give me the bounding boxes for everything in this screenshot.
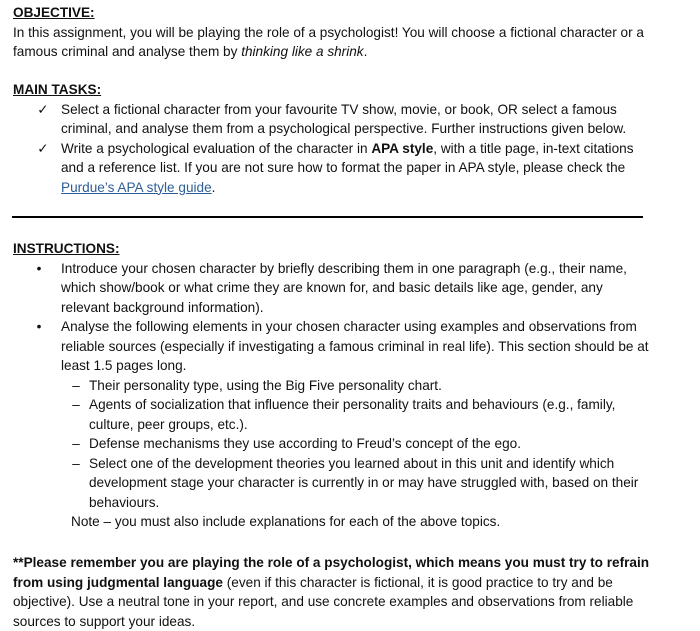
main-tasks-section bbox=[13, 80, 650, 197]
main-task-item-2 bbox=[13, 139, 650, 198]
objective-text-emphasis: thinking like a shrink bbox=[241, 44, 364, 59]
sub-item-text-3: Defense mechanisms they use according to Freud’s concept of the ego. bbox=[89, 436, 521, 451]
main-task-2-part-c: . bbox=[211, 179, 216, 195]
main-task-text-1: Select a fictional character from your favourite TV show, movie, or book, OR select a famous criminal, and analyse them from a psychological perspective. Further instructions given below. bbox=[61, 101, 627, 136]
main-task-2-bold: APA style bbox=[371, 140, 434, 156]
instruction-text-1: Introduce your chosen character by briefly describing them in one paragraph (e.g., their name, which show/book or what crime they are known for, and basic details like age, gender, any relevant background information). bbox=[61, 260, 627, 315]
sub-item-3 bbox=[13, 434, 650, 454]
purdue-apa-link[interactable]: Purdue’s APA style guide bbox=[61, 179, 212, 195]
dash-icon: – bbox=[72, 436, 80, 451]
objective-section bbox=[13, 3, 650, 62]
main-task-item-1 bbox=[13, 100, 650, 139]
sub-item-4 bbox=[13, 454, 650, 513]
objective-heading: OBJECTIVE: bbox=[13, 5, 95, 20]
main-task-text-2 bbox=[61, 139, 650, 198]
section-divider bbox=[12, 216, 643, 218]
sub-item-text-4: Select one of the development theories you learned about in this unit and identify which development stage your character is currently in or may have struggled with, based on their behaviours. bbox=[89, 455, 639, 510]
checkmark-icon: ✓ bbox=[37, 140, 49, 156]
main-task-2-part-a: Write a psychological evaluation of the character in bbox=[61, 140, 372, 156]
instruction-item-1 bbox=[13, 259, 650, 318]
instruction-item-2 bbox=[13, 317, 650, 376]
sub-item-text-2: Agents of socialization that influence their personality traits and behaviours (e.g., family, culture, peer groups, etc.). bbox=[89, 397, 616, 432]
instructions-note: Note – you must also include explanations for each of the above topics. bbox=[71, 514, 501, 529]
instructions-heading: INSTRUCTIONS: bbox=[13, 241, 120, 256]
instruction-text-2: Analyse the following elements in your chosen character using examples and observations from reliable sources (especially if investigating a famous criminal in real life). This section should be at least 1.5 pages long. bbox=[61, 319, 649, 373]
bullet-icon: • bbox=[36, 319, 42, 334]
objective-text-part-1: In this assignment, you will be playing the role of a psychologist! You will choose a fictional character or a famous criminal and analyse them by bbox=[13, 24, 644, 59]
dash-icon: – bbox=[72, 397, 80, 412]
sub-item-2 bbox=[13, 395, 650, 434]
dash-icon: – bbox=[72, 455, 80, 471]
checkmark-icon: ✓ bbox=[37, 101, 49, 117]
instructions-section bbox=[13, 239, 650, 532]
objective-text-part-2: . bbox=[363, 44, 368, 59]
bullet-icon: • bbox=[36, 260, 42, 276]
reminder-bold-text: **Please remember you are playing the role of a psychologist, which means you must try to refrain from using judgmental language bbox=[13, 555, 650, 590]
objective-text bbox=[13, 23, 650, 62]
reminder-rest-text: (even if this character is fictional, it is good practice to try and be objective). Use a neutral tone in your report, and use concrete examples and observations from reliable sources to support your ideas. bbox=[13, 574, 634, 629]
dash-icon: – bbox=[72, 377, 80, 393]
sub-item-text-1: Their personality type, using the Big Five personality chart. bbox=[89, 377, 442, 393]
sub-item-1 bbox=[13, 376, 650, 396]
reminder-section bbox=[13, 553, 650, 631]
main-task-2-part-b: , with a title page, in-text citations and a reference list. If you are not sure how to format the paper in APA style, please check the bbox=[61, 140, 634, 175]
reminder-text bbox=[13, 553, 650, 631]
main-tasks-heading: MAIN TASKS: bbox=[13, 82, 102, 97]
